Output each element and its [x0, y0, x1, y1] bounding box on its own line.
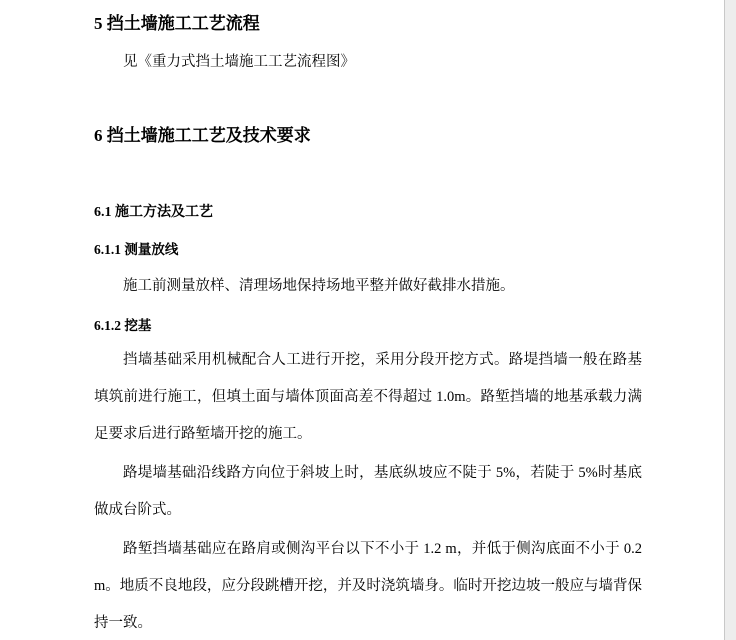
heading-section-6-1-2: 6.1.2 挖基	[94, 318, 152, 333]
section-6-1-2-para-1: 挡墙基础采用机械配合人工进行开挖，采用分段开挖方式。路堤挡墙一般在路基填筑前进行施工，但填土面与墙体顶面高差不得超过 1.0m。路堑挡墙的地基承载力满足要求后进行路堑墙开挖的施工。	[94, 352, 642, 442]
section-6-1-2-para-2: 路堤墙基础沿线路方向位于斜坡上时，基底纵坡应不陡于 5%，若陡于 5%时基底做成台阶式。	[94, 465, 642, 518]
window-edge	[725, 0, 736, 640]
heading-section-6-1-1: 6.1.1 测量放线	[94, 242, 179, 257]
heading-section-6-1: 6.1 施工方法及工艺	[94, 205, 213, 220]
heading-section-6: 6 挡土墙施工工艺及技术要求	[94, 126, 311, 145]
heading-section-5: 5 挡土墙施工工艺流程	[94, 14, 260, 33]
section-6-1-1-text: 施工前测量放样、清理场地保持场地平整并做好截排水措施。	[123, 278, 515, 294]
section-6-1-2-para-3: 路堑挡墙基础应在路肩或侧沟平台以下不小于 1.2 m，并低于侧沟底面不小于 0.2 m。地质不良地段，应分段跳槽开挖，并及时浇筑墙身。临时开挖边坡一般应与墙背保持一致。	[94, 541, 642, 631]
section-5-text: 见《重力式挡土墙施工工艺流程图》	[123, 54, 355, 70]
